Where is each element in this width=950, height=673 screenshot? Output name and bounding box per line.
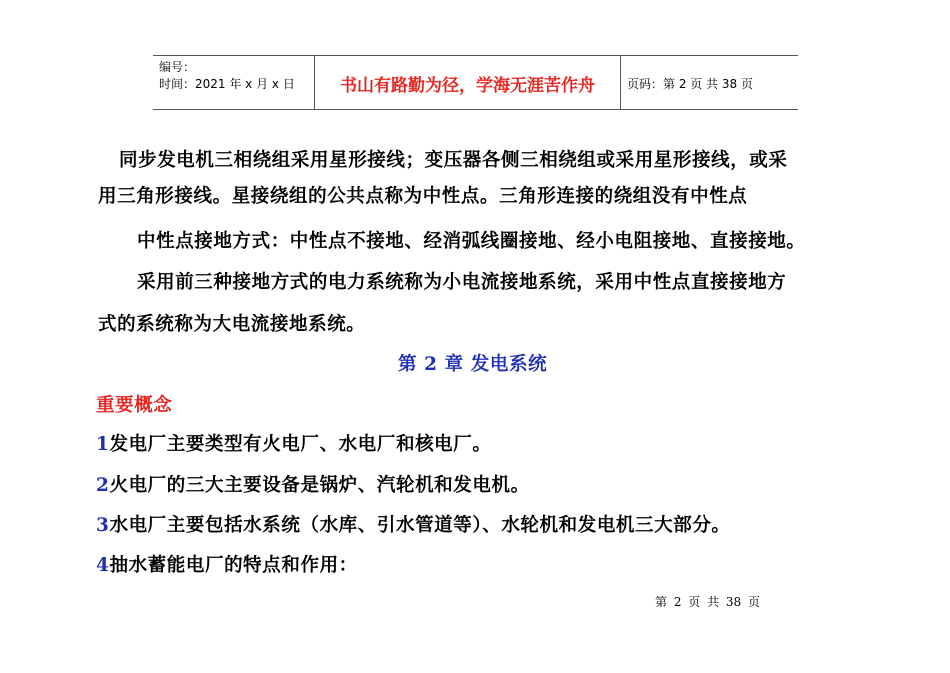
paragraph-3-line-2: 式的系统称为大电流接地系统。 (98, 314, 366, 335)
list-item-text: 抽水蓄能电厂的特点和作用： (109, 555, 358, 576)
list-item (96, 433, 492, 457)
concept-title: 重要概念 (96, 395, 173, 416)
chapter-title: 第 2 章 发电系统 (398, 354, 548, 375)
paragraph-3-line-1: 采用前三种接地方式的电力系统称为小电流接地系统，采用中性点直接接地方 (137, 272, 787, 293)
list-item-number: 3 (96, 515, 110, 536)
list-item (96, 474, 530, 498)
header-motto: 书山有路勤为径，学海无涯苦作舟 (315, 56, 621, 109)
paragraph-2: 中性点接地方式：中性点不接地、经消弧线圈接地、经小电阻接地、直接接地。 (137, 231, 806, 252)
list-item-text: 水电厂主要包括水系统（水库、引水管道等）、水轮机和发电机三大部分。 (109, 515, 731, 536)
list-item-text: 发电厂主要类型有火电厂、水电厂和核电厂。 (109, 434, 492, 455)
list-item (96, 554, 358, 578)
list-item-number: 4 (96, 555, 110, 576)
list-item (96, 514, 731, 538)
header-page-code: 页码：第 2 页 共 38 页 (627, 77, 753, 91)
header-time-label: 时间：2021 年 x 月 x 日 (159, 77, 295, 91)
list-item-number: 2 (96, 475, 110, 496)
page-footer: 第 2 页 共 38 页 (655, 595, 760, 609)
page-header (153, 55, 798, 110)
list-item-text: 火电厂的三大主要设备是锅炉、汽轮机和发电机。 (109, 475, 530, 496)
paragraph-1-line-2: 用三角形接线。星接绕组的公共点称为中性点。三角形连接的绕组没有中性点 (98, 186, 748, 207)
header-meta-cell (153, 56, 315, 109)
header-number-label: 编号： (159, 60, 196, 74)
list-item-number: 1 (96, 434, 110, 455)
paragraph-1-line-1: 同步发电机三相绕组采用星形接线；变压器各侧三相绕组或采用星形接线，或采 (119, 150, 788, 171)
